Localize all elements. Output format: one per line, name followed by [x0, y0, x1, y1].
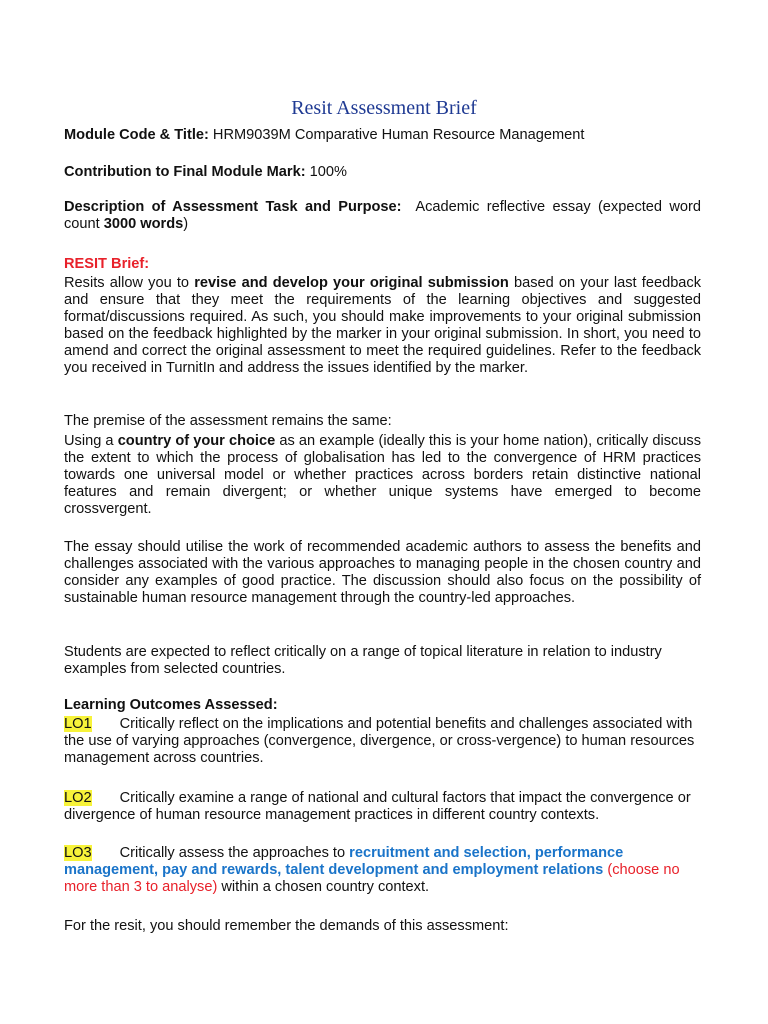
lo2-code: LO2 [64, 790, 92, 806]
contribution-label: Contribution to Final Module Mark: [64, 164, 306, 180]
premise-intro: The premise of the assessment remains the same: [64, 413, 392, 429]
learning-outcomes-heading: Learning Outcomes Assessed: [64, 697, 278, 713]
description-label: Description of Assessment Task and Purpose: [64, 199, 402, 215]
module-line [64, 127, 701, 144]
lo3-text-before: Critically assess the approaches to [119, 845, 346, 861]
resit-heading: RESIT Brief: [64, 256, 150, 272]
resit-paragraph [64, 275, 701, 376]
premise-before: Using a [64, 433, 114, 449]
lo1-text: Critically reflect on the implications and potential benefits and challenges associated with the use of varying approaches (convergence, divergence, or cross-vergence) to human resources management across countries. [64, 716, 695, 766]
module-value: HRM9039M Comparative Human Resource Management [212, 127, 585, 143]
lo1-paragraph [64, 716, 701, 767]
document-title: Resit Assessment Brief [291, 97, 477, 119]
contribution-value: 100% [309, 164, 347, 180]
lo3-paragraph [64, 845, 701, 896]
description-text: Academic reflective essay (expected word count [64, 199, 701, 232]
lo3-choose-note: (choose no more than 3 to analyse) [64, 861, 680, 895]
resit-text-after: based on your last feedback and ensure that they meet the requirements of the learning objectives and suggested format/discussions required. As such, you should make improvements to your original submission based on the feedback highlighted by the marker in your original submission. In short, you need to amend and correct the original assessment to meet the required guidelines. Refer to the feedback you received in TurnitIn and address the issues identified by the marker. [64, 275, 702, 376]
essay-paragraph: The essay should utilise the work of recommended academic authors to assess the benefits and challenges associated with the various approaches to managing people in the chosen country and consider any examples of good practice. The discussion should also focus on the possibility of sustainable human resource management through the country-led approaches. [64, 539, 701, 606]
lo3-text-after: within a chosen country context. [221, 878, 430, 895]
contribution-line [64, 164, 701, 181]
description-paragraph [64, 199, 701, 233]
premise-paragraph [64, 433, 701, 518]
lo2-paragraph [64, 790, 701, 824]
lo3-approaches: recruitment and selection, performance management, pay and rewards, talent development and employment relations [64, 845, 624, 878]
resit-text-before: Resits allow you to [64, 275, 190, 291]
lo2-text: Critically examine a range of national and cultural factors that impact the convergence or divergence of human resource management practices in different country contexts. [64, 790, 691, 823]
module-label: Module Code & Title: [64, 127, 209, 143]
closing-line: For the resit, you should remember the demands of this assessment: [64, 918, 509, 934]
lo3-code: LO3 [64, 845, 92, 861]
lo1-code: LO1 [64, 716, 92, 732]
word-count: 3000 words [103, 215, 184, 232]
description-close: ) [183, 215, 189, 232]
students-paragraph: Students are expected to reflect critically on a range of topical literature in relation to industry examples from selected countries. [64, 644, 662, 677]
premise-bold: country of your choice [117, 433, 276, 449]
resit-text-bold: revise and develop your original submission [194, 275, 509, 291]
premise-after: as an example (ideally this is your home nation), critically discuss the extent to which the process of globalisation has led to the convergence of HRM practices towards one universal model or whether practices across borders retain distinctive national features and remain divergent; or whether unique systems have emerged to become crossvergent. [64, 433, 701, 517]
